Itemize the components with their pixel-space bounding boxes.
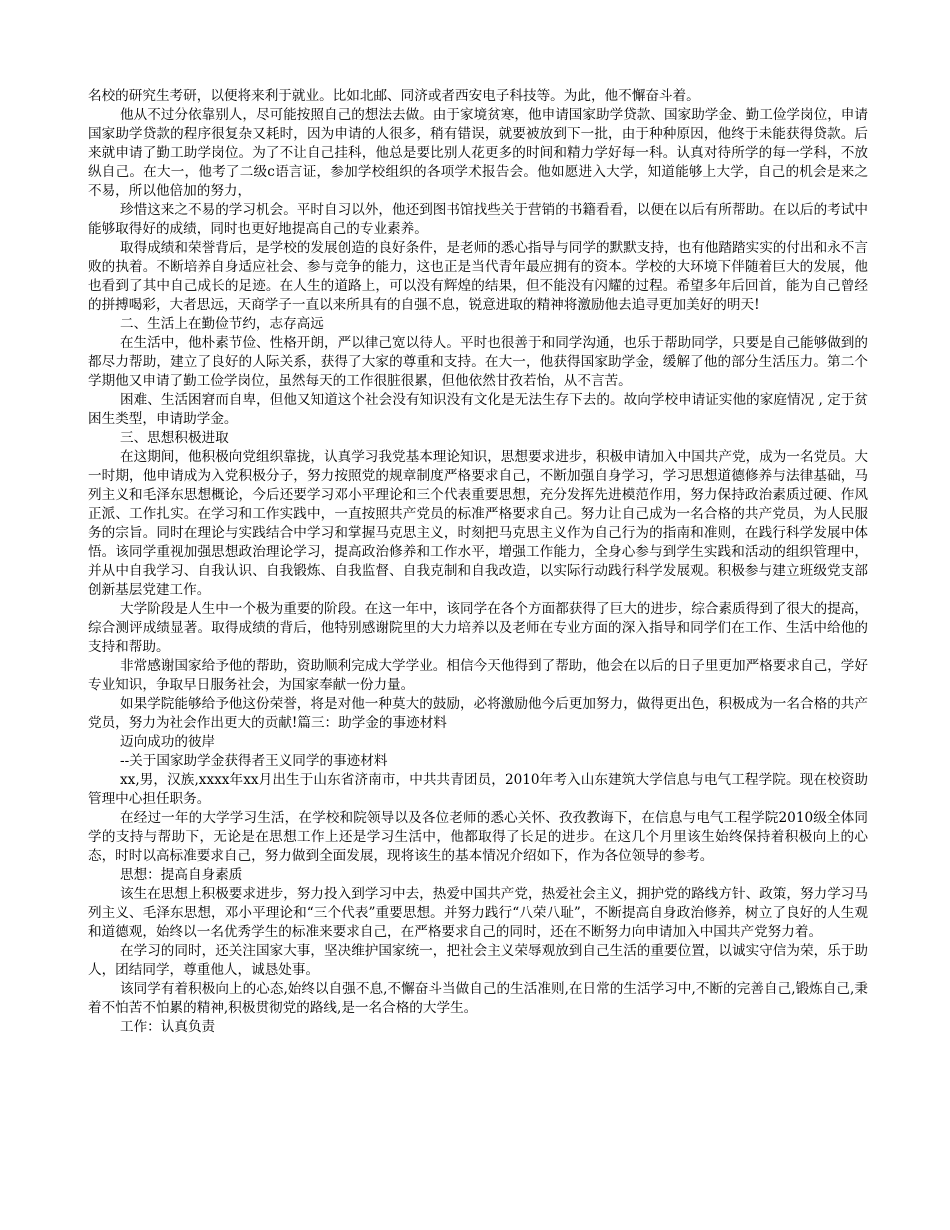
paragraph: 在生活中，他朴素节俭、性格开朗，严以律己宽以待人。平时也很善于和同学沟通，也乐于帮助同学，只要是自己能够做到的都尽力帮助，建立了良好的人际关系，获得了大家的尊重和支持。在大一，他获得国家助学金，缓解了他的部分生活压力。第二个学期他又申请了勤工俭学岗位，虽然每天的工作很脏很累，但他依然甘孜若怡，从不言苦。 [88,335,868,389]
section-heading: 工作：认真负责 [120,1019,216,1035]
paragraph: 如果学院能够给予他这份荣誉，将是对他一种莫大的鼓励，必将激励他今后更加努力，做得更出色，积极成为一名合格的共产党员，努力为社会作出更大的贡献!篇三：助学金的事迹材料 [88,696,868,731]
article-subtitle: --关于国家助学金获得者王义同学的事迹材料 [120,753,388,769]
paragraph: 在经过一年的大学学习生活，在学校和院领导以及各位老师的悉心关怀、孜孜教诲下，在信息与电气工程学院2010级全体同学的支持与帮助下，无论是在思想工作上还是学习生活中，他都取得了长足的进步。在这几个月里该生始终保持着积极向上的心态，时时以高标准要求自己，努力做到全面发展，现将该生的基本情况介绍如下，作为各位领导的参考。 [88,810,868,864]
paragraph: 在这期间，他积极向党组织靠拢，认真学习我党基本理论知识，思想要求进步，积极申请加入中国共产党，成为一名党员。大一时期，他申请成为入党积极分子，努力按照党的规章制度严格要求自己，不断加强自身学习，学习思想道德修养与法律基础，马列主义和毛泽东思想概论，今后还要学习邓小平理论和三个代表重要思想，充分发挥先进模范作用，努力保持政治素质过硬、作风正派、工作扎实。在学习和工作实践中，一直按照共产党员的标准严格要求自己。努力让自己成为一名合格的共产党员，为人民服务的宗旨。同时在理论与实践结合中学习和掌握马克思主义，时刻把马克思主义作为自己行为的指南和准则，在践行科学发展中体悟。该同学重视加强思想政治理论学习，提高政治修养和工作水平，增强工作能力，全身心参与到学生实践和活动的组织管理中，并从中自我学习、自我认识、自我锻炼、自我监督、自我克制和自我改造，以实际行动践行科学发展观。积极参与建立班级党支部创新基层党建工作。 [88,449,868,598]
document-body [88,87,868,1037]
paragraph: 非常感谢国家给予他的帮助，资助顺利完成大学学业。相信今天他得到了帮助，他会在以后的日子里更加严格要求自己，学好专业知识，争取早日服务社会，为国家奉献一份力量。 [88,658,868,693]
paragraph: xx,男，汉族,xxxx年xx月出生于山东省济南市，中共共青团员，2010年考入山东建筑大学信息与电气工程学院。现在校资助管理中心担任职务。 [88,772,868,807]
article-title: 迈向成功的彼岸 [120,734,216,750]
section-heading: 三、思想积极进取 [120,430,229,446]
paragraph: 名校的研究生考研，以便将来利于就业。比如北邮、同济或者西安电子科技等。为此，他不懈奋斗着。 [88,88,700,104]
paragraph: 他从不过分依靠别人，尽可能按照自己的想法去做。由于家境贫寒，他申请国家助学贷款、国家助学金、勤工俭学岗位，申请国家助学贷款的程序很复杂又耗时，因为申请的人很多，稍有错误，就要被放到下一批，由于种种原因，他终于未能获得贷款。后来就申请了勤工助学岗位。为了不让自己挂科，他总是要比别人花更多的时间和精力学好每一科。认真对待所学的每一学科，不放纵自己。在大一，他考了二级c语言证，参加学校组织的各项学术报告会。他如愿进入大学，知道能够上大学，自己的机会是来之不易，所以他倍加的努力， [88,107,868,199]
paragraph: 在学习的同时，还关注国家大事，坚决维护国家统一，把社会主义荣辱观放到自己生活的重要位置，以诚实守信为荣，乐于助人，团结同学，尊重他人，诚恳处事。 [88,943,868,978]
paragraph: 该生在思想上积极要求进步，努力投入到学习中去，热爱中国共产党，热爱社会主义，拥护党的路线方针、政策，努力学习马列主义、毛泽东思想，邓小平理论和“三个代表”重要思想。并努力践行“八荣八耻”，不断提高自身政治修养，树立了良好的人生观和道德观，始终以一名优秀学生的标准来要求自己，在严格要求自己的同时，还在不断努力向申请加入中国共产党努力着。 [88,886,868,940]
paragraph: 珍惜这来之不易的学习机会。平时自习以外，他还到图书馆找些关于营销的书籍看看，以便在以后有所帮助。在以后的考试中能够取得好的成绩，同时也更好地提高自己的专业素养。 [88,202,868,237]
section-heading: 思想：提高自身素质 [120,867,243,883]
paragraph: 大学阶段是人生中一个极为重要的阶段。在这一年中，该同学在各个方面都获得了巨大的进步，综合素质得到了很大的提高，综合测评成绩显著。取得成绩的背后，他特别感谢院里的大力培养以及老师在专业方面的深入指导和同学们在工作、生活中给他的支持和帮助。 [88,601,868,655]
paragraph: 该同学有着积极向上的心态,始终以自强不息,不懈奋斗当做自己的生活准则,在日常的生活学习中,不断的完善自己,锻炼自己,秉着不怕苦不怕累的精神,积极贯彻党的路线,是一名合格的大学生。 [88,981,868,1016]
paragraph: 困难、生活困窘而自卑，但他又知道这个社会没有知识没有文化是无法生存下去的。故向学校申请证实他的家庭情况 , 定于贫困生类型，申请助学金。 [88,392,868,427]
section-heading: 二、生活上在勤俭节约，志存高远 [120,316,324,332]
paragraph: 取得成绩和荣誉背后，是学校的发展创造的良好条件，是老师的悉心指导与同学的默默支持，也有他踏踏实实的付出和永不言败的执着。不断培养自身适应社会、参与竞争的能力，这也正是当代青年最应拥有的资本。学校的大环境下伴随着巨大的发展，他也看到了其中自己成长的足迹。在人生的道路上，可以没有辉煌的结果，但不能没有闪耀的过程。希望多年后回首，能为自己曾经的拼搏喝彩，大者思远，天商学子一直以来所具有的自强不息，锐意进取的精神将激励他去追寻更加美好的明天! [88,240,868,313]
